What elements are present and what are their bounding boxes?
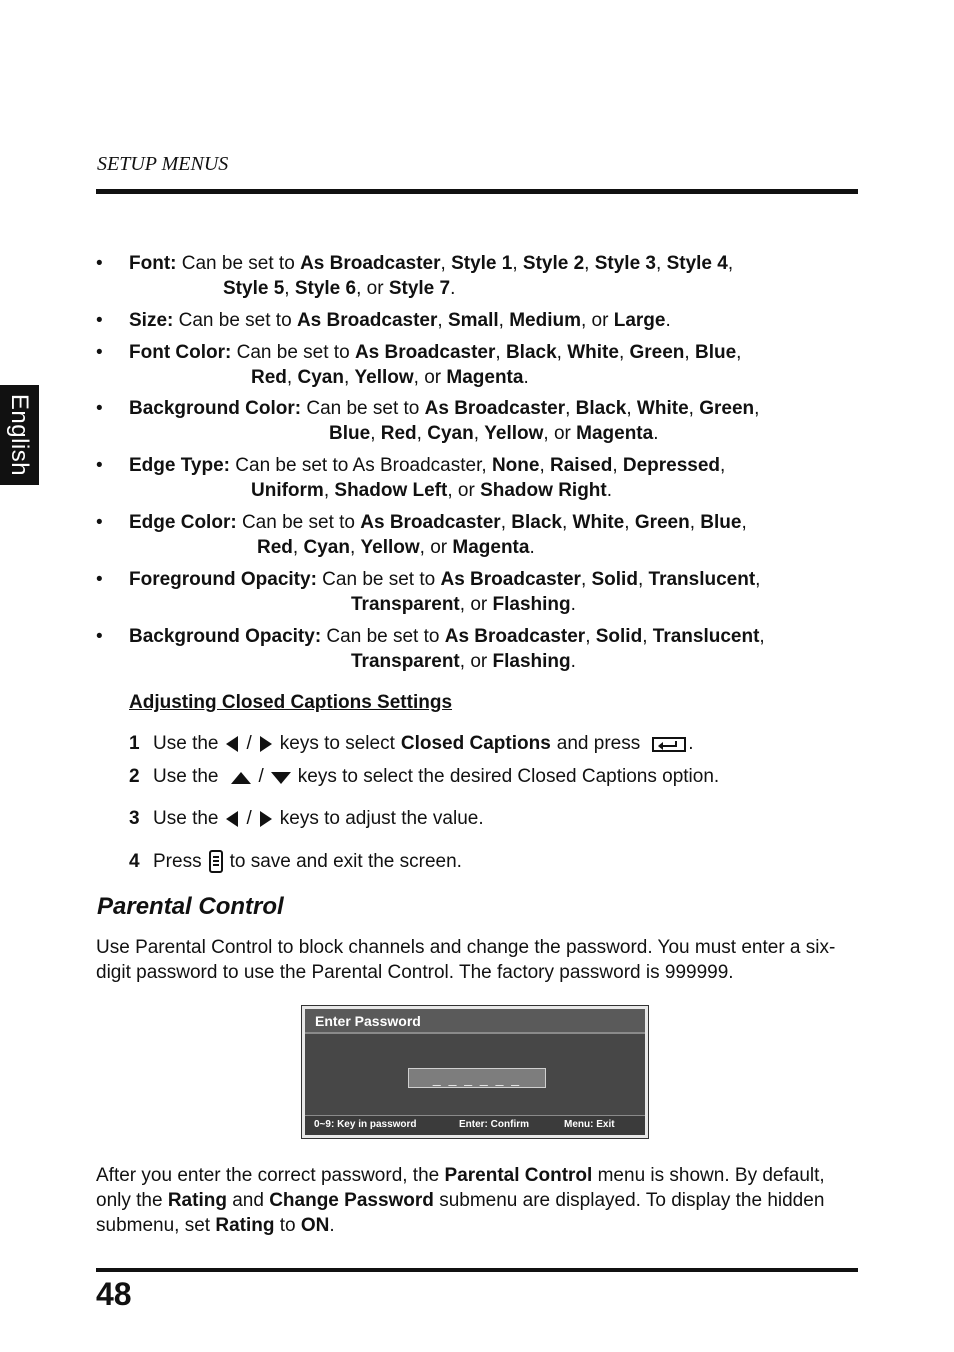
caption-option-value-segment: , — [437, 310, 448, 331]
caption-option-value-segment: , — [618, 342, 630, 363]
parental-after-segment: Rating — [167, 1190, 227, 1211]
caption-option-value-segment: , — [688, 398, 700, 419]
caption-option-value-segment: . — [665, 310, 671, 331]
caption-option-value-segment: , — [416, 423, 428, 444]
parental-after-segment: menu is shown. By default, only the — [96, 1165, 825, 1211]
caption-option-value-segment: , — [370, 423, 381, 444]
caption-option-label: Font Color: — [129, 342, 232, 363]
caption-option-value-segment: , — [754, 398, 760, 419]
caption-option-line — [129, 624, 765, 649]
parental-after-segment: . — [329, 1215, 335, 1236]
caption-option-label: Background Opacity: — [129, 626, 322, 647]
caption-option-label: Background Color: — [129, 398, 302, 419]
dialog-title: Enter Password — [315, 1013, 421, 1029]
caption-option-value-segment: , — [584, 253, 595, 274]
step-2: 2 Use the / keys to select the desired Closed Captions option. — [129, 766, 720, 787]
step-1: 1 Use the / keys to select Closed Captions and press . — [129, 733, 694, 754]
caption-option-value-segment: Green — [699, 398, 755, 419]
caption-option-value-segment: , — [349, 537, 361, 558]
bullet-dot: • — [96, 253, 103, 274]
caption-option-value-segment: As Broadcaster — [354, 342, 496, 363]
caption-option-value-segment: Blue — [329, 423, 371, 444]
caption-option-value-segment: Can be set to — [301, 398, 425, 419]
caption-option-value-segment: , or — [581, 310, 614, 331]
caption-option-value-segment: , — [539, 455, 550, 476]
caption-option-value-segment: . — [570, 594, 576, 615]
caption-option-value-segment: , — [637, 569, 649, 590]
caption-option-line — [351, 649, 576, 674]
caption-option-value-segment: Style 3 — [594, 253, 656, 274]
caption-option-value-segment: , — [561, 512, 573, 533]
caption-option-value-segment: , or — [356, 278, 389, 299]
caption-option-value-segment: Cyan — [427, 423, 474, 444]
adjust-heading: Adjusting Closed Captions Settings — [129, 692, 453, 713]
caption-option-line — [251, 478, 612, 503]
caption-option-value-segment: Green — [634, 512, 690, 533]
caption-option-value-segment: Translucent — [648, 569, 756, 590]
caption-option-line — [351, 592, 576, 617]
caption-option-value-segment: , — [684, 342, 695, 363]
caption-option-value-segment: . — [523, 367, 529, 388]
caption-option-value-segment: Magenta — [452, 537, 530, 558]
footer-rule — [96, 1268, 858, 1272]
caption-option-value-segment: , — [284, 278, 295, 299]
caption-option-value-segment: Blue — [700, 512, 742, 533]
bullet-dot: • — [96, 626, 103, 647]
caption-option-value-segment: As Broadcaster — [296, 310, 438, 331]
caption-option-value-segment: Red — [380, 423, 417, 444]
caption-option-value-segment: Red — [257, 537, 293, 558]
caption-option-value-segment: White — [572, 512, 625, 533]
caption-option-value-segment: White — [636, 398, 689, 419]
caption-option-value-segment: Black — [505, 342, 557, 363]
caption-option-value-segment: None — [491, 455, 540, 476]
bullet-dot: • — [96, 398, 103, 419]
bullet-dot: • — [96, 342, 103, 363]
caption-option-value-segment: Cyan — [303, 537, 350, 558]
parental-after-segment: Parental Control — [444, 1165, 593, 1186]
caption-option-value-segment: Shadow Left — [334, 480, 448, 501]
caption-option-value-segment: As Broadcaster — [444, 626, 586, 647]
caption-option-value-segment: , — [343, 367, 355, 388]
caption-option-value-segment: , or — [413, 367, 447, 388]
caption-option-value-segment: , — [624, 512, 635, 533]
caption-option-value-segment: Large — [613, 310, 666, 331]
caption-option-value-segment: , — [500, 512, 512, 533]
caption-option-value-segment: , — [292, 537, 304, 558]
caption-option-value-segment: Solid — [591, 569, 638, 590]
caption-option-line — [223, 276, 455, 301]
caption-option-value-segment: . — [450, 278, 456, 299]
caption-option-line — [129, 308, 671, 333]
caption-option-label: Edge Color: — [129, 512, 237, 533]
caption-option-value-segment: , — [585, 626, 596, 647]
up-arrow-icon — [230, 769, 252, 785]
caption-option-value-segment: . — [529, 537, 535, 558]
step-3: 3 Use the / keys to adjust the value. — [129, 808, 484, 829]
caption-option-value-segment: , — [323, 480, 335, 501]
parental-after-segment: Change Password — [269, 1190, 434, 1211]
caption-option-value-segment: , or — [543, 423, 577, 444]
caption-option-value-segment: Can be set to — [176, 253, 301, 274]
bullet-dot: • — [96, 569, 103, 590]
caption-option-value-segment: , or — [459, 594, 493, 615]
caption-option-value-segment: , — [759, 626, 765, 647]
caption-option-value-segment: , — [556, 342, 568, 363]
caption-option-value-segment: Magenta — [446, 367, 524, 388]
caption-option-value-segment: Style 1 — [451, 253, 513, 274]
left-arrow-icon — [224, 735, 240, 753]
caption-option-line — [129, 510, 747, 535]
parental-after-segment: Rating — [215, 1215, 275, 1236]
parental-intro: Use Parental Control to block channels and change the password. You must enter a six-digit password to use the Parental Control. The factory password is 999999. — [96, 937, 836, 983]
caption-option-value-segment: Uniform — [251, 480, 324, 501]
caption-option-value-segment: , — [440, 253, 452, 274]
caption-option-value-segment: Transparent — [351, 594, 460, 615]
caption-option-value-segment: . — [570, 651, 576, 672]
caption-option-line — [129, 340, 741, 365]
caption-option-value-segment: , — [720, 455, 726, 476]
caption-option-value-segment: , — [727, 253, 734, 274]
caption-option-value-segment: , — [473, 423, 485, 444]
caption-option-line — [129, 251, 733, 276]
caption-option-value-segment: Shadow Right — [480, 480, 607, 501]
bullet-dot: • — [96, 512, 103, 533]
caption-option-value-segment: Yellow — [484, 423, 544, 444]
caption-option-line — [251, 365, 529, 390]
footer-hint-keypad: 0~9: Key in password — [314, 1119, 417, 1130]
caption-option-value-segment: As Broadcaster — [440, 569, 581, 590]
caption-option-value-segment: Solid — [595, 626, 643, 647]
caption-option-value-segment: Magenta — [576, 423, 654, 444]
parental-after-segment: ON — [300, 1215, 330, 1236]
caption-option-value-segment: Can be set to — [316, 569, 441, 590]
caption-option-value-segment: . — [653, 423, 659, 444]
caption-option-value-segment: Can be set to — [231, 342, 355, 363]
caption-option-value-segment: Red — [251, 367, 287, 388]
parental-after-segment: After you enter the correct password, the — [96, 1165, 445, 1186]
caption-option-value-segment: As Broadcaster — [424, 398, 566, 419]
caption-option-value-segment: , — [741, 512, 747, 533]
caption-option-value-segment: Style 5 — [223, 278, 285, 299]
caption-option-value-segment: , — [689, 512, 701, 533]
caption-option-value-segment: . — [606, 480, 613, 501]
caption-option-value-segment: White — [567, 342, 619, 363]
dialog-footer — [305, 1115, 645, 1135]
caption-option-value-segment: Green — [629, 342, 685, 363]
caption-option-value-segment: , — [736, 342, 742, 363]
caption-option-value-segment: Depressed — [622, 455, 721, 476]
caption-option-label: Edge Type: — [129, 455, 230, 476]
caption-option-value-segment: , — [286, 367, 298, 388]
caption-option-value-segment: Can be set to — [173, 310, 297, 331]
caption-option-value-segment: Yellow — [354, 367, 414, 388]
caption-option-value-segment: , — [612, 455, 623, 476]
right-arrow-icon — [258, 810, 274, 828]
footer-hint-menu: Menu: Exit — [564, 1119, 615, 1130]
parental-after-segment: to — [274, 1215, 301, 1236]
caption-option-line — [329, 421, 658, 446]
parental-after-segment: and — [226, 1190, 270, 1211]
footer-hint-enter: Enter: Confirm — [459, 1119, 529, 1130]
parental-after-segment: submenu are displayed. To display the hidden submenu, set — [96, 1190, 825, 1236]
caption-option-value-segment: Cyan — [297, 367, 344, 388]
enter-key-icon — [652, 735, 688, 753]
caption-option-value-segment: Flashing — [492, 594, 571, 615]
caption-option-value-segment: Can be set to — [321, 626, 445, 647]
caption-option-label: Size: — [129, 310, 174, 331]
caption-option-value-segment: , — [565, 398, 576, 419]
caption-option-value-segment: Translucent — [652, 626, 760, 647]
caption-option-line — [257, 535, 535, 560]
caption-option-label: Font: — [129, 253, 177, 274]
step-4: 4 Press to save and exit the screen. — [129, 851, 462, 872]
language-tab-label: English — [6, 393, 34, 477]
caption-option-value-segment: , or — [447, 480, 481, 501]
page-number: 48 — [96, 1276, 132, 1312]
caption-option-value-segment: Style 2 — [522, 253, 585, 274]
caption-option-label: Foreground Opacity: — [129, 569, 317, 590]
caption-option-value-segment: , — [580, 569, 592, 590]
caption-option-value-segment: Black — [511, 512, 562, 533]
caption-option-line — [129, 396, 759, 421]
caption-option-value-segment: , — [512, 253, 523, 274]
caption-option-value-segment: Can be set to As Broadcaster, — [230, 455, 492, 476]
left-arrow-icon — [224, 810, 240, 828]
caption-option-value-segment: As Broadcaster — [360, 512, 501, 533]
bullet-dot: • — [96, 310, 103, 331]
caption-option-value-segment: Flashing — [492, 651, 571, 672]
menu-key-icon — [208, 850, 224, 874]
parental-control-title: Parental Control — [97, 893, 284, 920]
down-arrow-icon — [270, 769, 292, 785]
header-rule — [96, 189, 858, 194]
caption-option-value-segment: Yellow — [360, 537, 420, 558]
caption-option-value-segment: , — [495, 342, 506, 363]
caption-option-value-segment: Transparent — [351, 651, 460, 672]
caption-option-value-segment: , — [755, 569, 761, 590]
language-tab — [0, 385, 39, 485]
enter-password-dialog — [301, 1005, 649, 1139]
caption-option-line — [129, 453, 725, 478]
caption-option-line — [129, 567, 760, 592]
caption-option-value-segment: Raised — [550, 455, 613, 476]
caption-option-value-segment: , — [626, 398, 637, 419]
dialog-title-bar — [305, 1009, 645, 1034]
bullet-dot: • — [96, 455, 103, 476]
dialog-body — [305, 1034, 645, 1116]
caption-option-value-segment: Can be set to — [236, 512, 361, 533]
caption-option-value-segment: Small — [447, 310, 499, 331]
caption-option-value-segment: As Broadcaster — [300, 253, 441, 274]
right-arrow-icon — [258, 735, 274, 753]
caption-option-value-segment: , or — [419, 537, 453, 558]
caption-option-value-segment: Style 4 — [666, 253, 728, 274]
caption-option-value-segment: , — [642, 626, 653, 647]
caption-option-value-segment: , or — [459, 651, 493, 672]
caption-option-value-segment: Blue — [694, 342, 737, 363]
parental-after-text — [96, 1163, 861, 1238]
caption-option-value-segment: Black — [575, 398, 627, 419]
caption-option-value-segment: Medium — [509, 310, 581, 331]
password-input[interactable]: _ _ _ _ _ _ — [408, 1068, 546, 1088]
caption-option-value-segment: Style 7 — [388, 278, 451, 299]
caption-option-value-segment: , — [498, 310, 510, 331]
caption-option-value-segment: Style 6 — [294, 278, 357, 299]
section-header: SETUP MENUS — [97, 153, 229, 175]
caption-option-value-segment: , — [656, 253, 667, 274]
